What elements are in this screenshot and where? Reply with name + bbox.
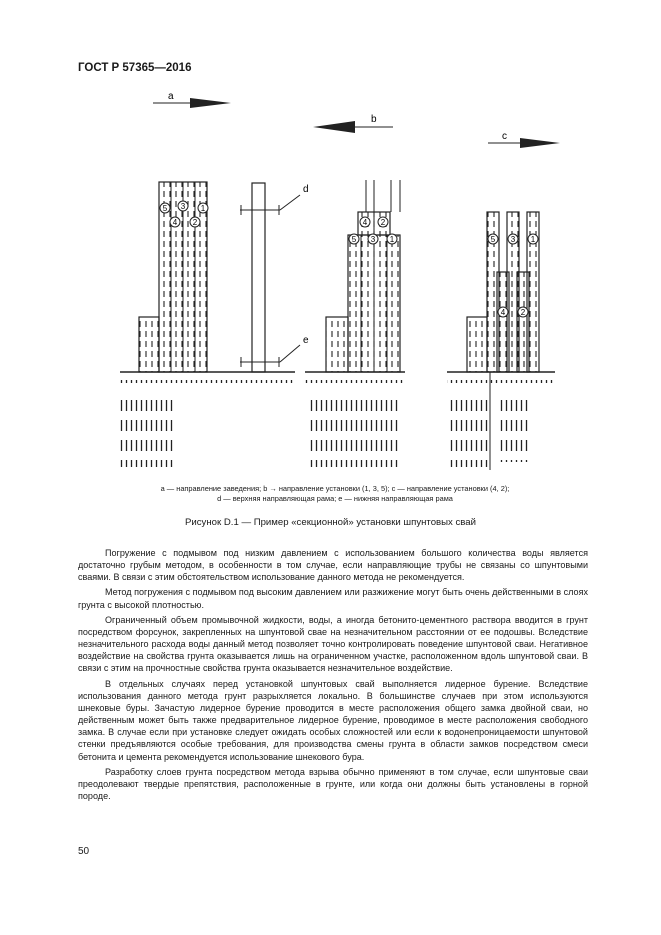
svg-text:2: 2: [192, 218, 198, 227]
svg-text:5: 5: [351, 235, 357, 244]
paragraph-3: Ограниченный объем промывочной жидкости, воды, а иногда бетонито-цементного раствора вводится в грунт посредством форсунок, закрепленных на шпунтовой свае на незначительном расстоянии от ее подошвы. Вследствие незначительного расхода воды данный метод позволяет точно контролировать поведение шпунтовой сваи. Негативное воздействие на свойства грунта оказывается лишь на ограниченном участке, расположенном вдоль шпунтовой сваи. В связи с этим на прочностные свойства грунта оказывается незначительное воздействие.: [78, 614, 588, 674]
arrow-b: [313, 114, 393, 133]
svg-text:5: 5: [162, 204, 168, 213]
svg-text:4: 4: [172, 218, 178, 227]
svg-text:4: 4: [500, 308, 506, 317]
svg-text:3: 3: [180, 202, 186, 211]
figure-caption: Рисунок D.1 — Пример «секционной» установки шпунтовых свай: [185, 517, 476, 528]
svg-text:2: 2: [520, 308, 526, 317]
label-e: e: [303, 335, 309, 346]
figure-legend-line-2: d — верхняя направляющая рама; e — нижняя направляющая рама: [217, 494, 453, 503]
svg-text:3: 3: [510, 235, 516, 244]
arrow-c-label: c: [502, 131, 507, 142]
paragraph-2: Метод погружения с подмывом под высоким давлением или разжижение могут быть очень действенными в слоях грунта с высокой плотностью.: [78, 587, 588, 610]
svg-text:2: 2: [380, 218, 386, 227]
svg-text:1: 1: [530, 235, 536, 244]
body-text: [78, 547, 588, 805]
svg-text:3: 3: [370, 235, 376, 244]
arrow-a: [153, 91, 231, 108]
paragraph-5: Разработку слоев грунта посредством метода взрыва обычно применяют в том случае, если шпунтовые сваи преодолевают твердые препятствия, расположенные в грунте, или когда они должны быть установлены в горной породе.: [78, 766, 588, 801]
figure-legend-line-1: a — направление заведения; b → направление установки (1, 3, 5); c — направление установки (4, 2);: [160, 484, 510, 493]
page-header: ГОСТ Р 57365—2016: [78, 62, 192, 74]
page-number: 50: [78, 846, 90, 857]
paragraph-4: В отдельных случаях перед установкой шпунтовых свай выполняется лидерное бурение. Вследствие использования данного метода грунт разрыхляется локально. В большинстве случаев при этом используются шнековые буры. Зачастую лидерное бурение проводится в месте расположения общего замка двойной сваи, но действенным может быть также предварительное лидерное бурение, проводимое в месте расположения свободного замка. В случае если при установке следует ожидать особых сложностей или если к водонепроницаемости шпунтовой стенки предъявляются особые требования, для производства смены грунта в области замков посредством смеси бетонита и цемента рекомендуется использование шнекового бура.: [78, 678, 588, 762]
arrow-a-label: a: [168, 91, 174, 102]
pile-group-3: [447, 212, 555, 470]
pile-group-2: [305, 180, 405, 467]
svg-text:1: 1: [389, 235, 395, 244]
arrow-b-label: b: [371, 114, 377, 125]
arrow-c: [488, 131, 560, 148]
svg-text:4: 4: [362, 218, 368, 227]
paragraph-1: Погружение с подмывом под низким давлением с использованием большого количества воды является достаточно грубым методом, в особенности в том случае, если направляющие трубы не связаны со шпунтовыми сваями. В связи с этим обстоятельством использование данного метода не рекомендуется.: [78, 548, 588, 583]
pile-group-1: [120, 182, 309, 467]
svg-text:5: 5: [490, 235, 496, 244]
svg-text:1: 1: [200, 204, 206, 213]
label-d: d: [303, 184, 309, 195]
